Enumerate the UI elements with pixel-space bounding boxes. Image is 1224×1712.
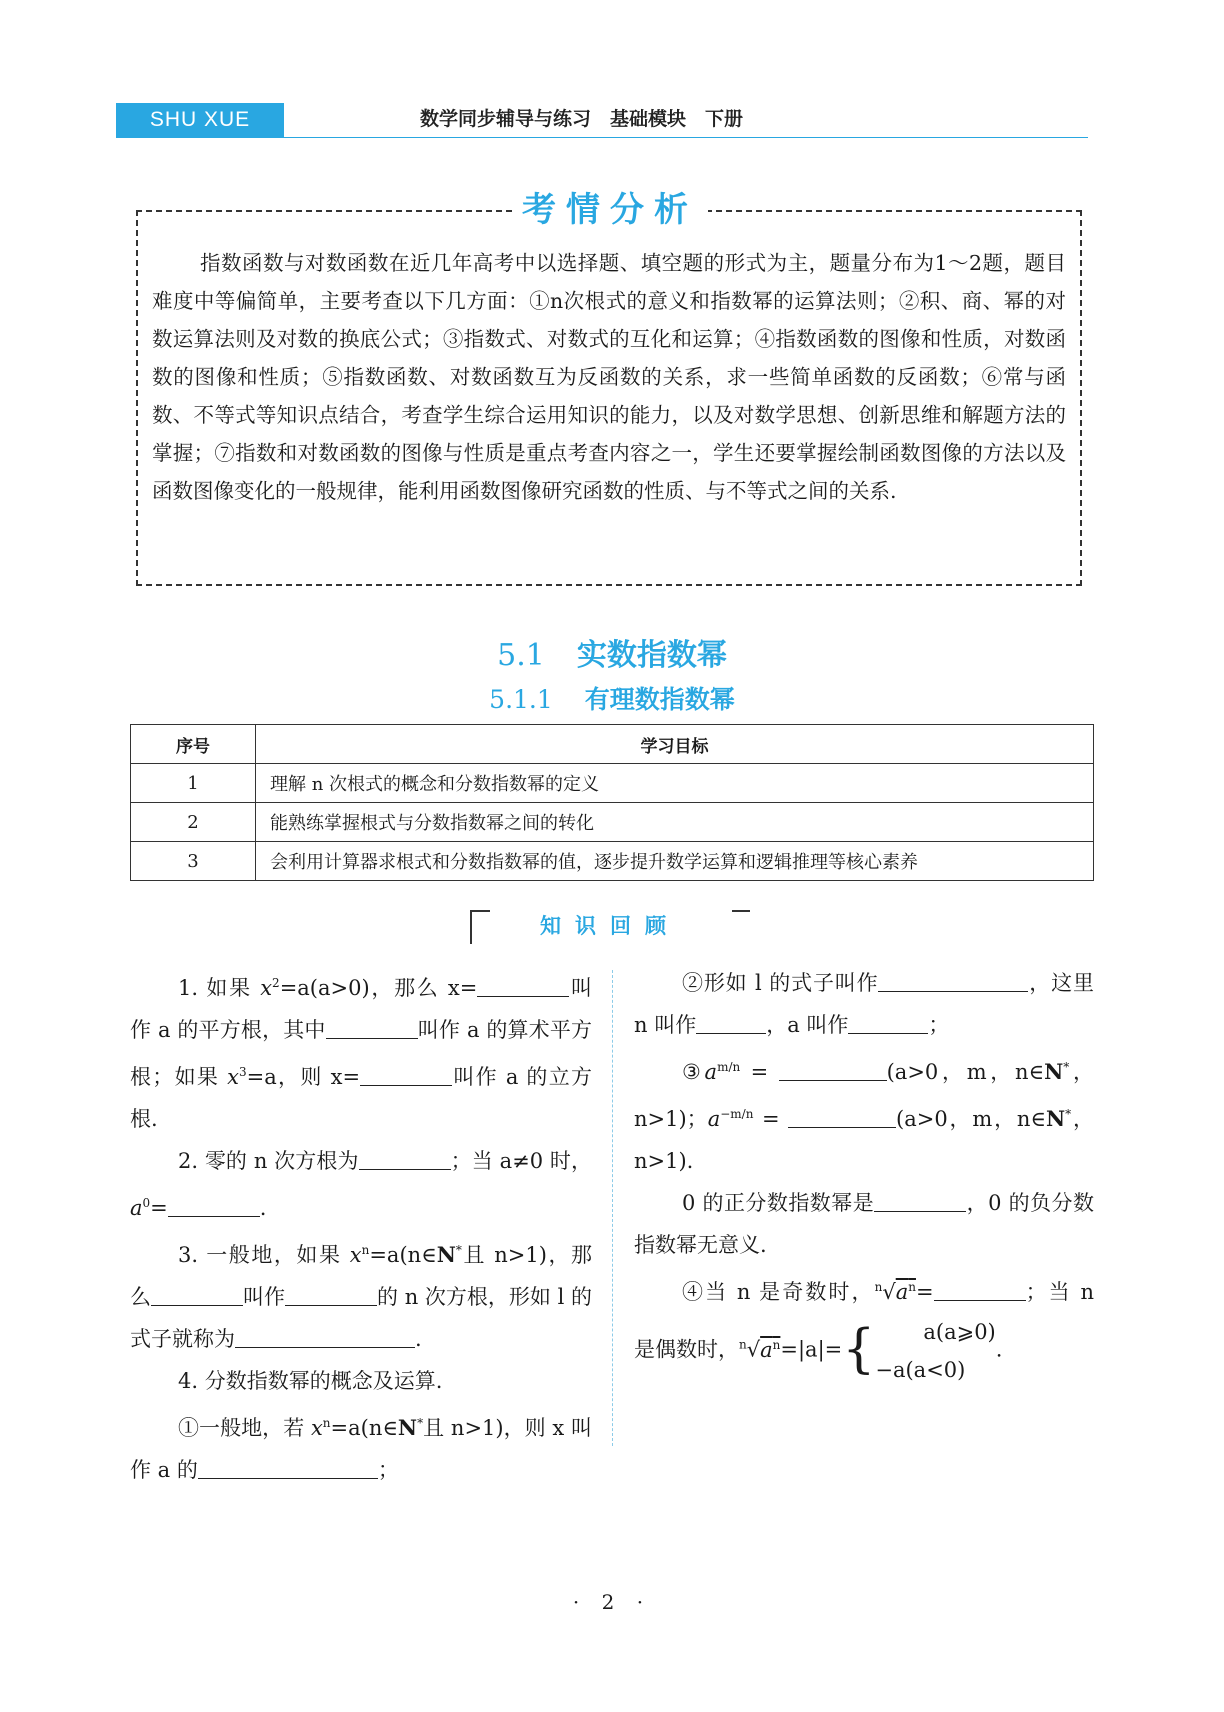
question-4-part-4: ④当 n 是奇数时，$^n√a^n=$ ；当 n 是偶数时，$^n√a^n=|a|=${ a(a⩾0) −a(a<0). (634, 1266, 1094, 1389)
row-index: 1 (131, 764, 256, 803)
section-heading (0, 630, 1224, 674)
page-number: · 2 · (572, 1590, 652, 1614)
table-row (131, 803, 1094, 842)
analysis-text: 指数函数与对数函数在近几年高考中以选择题、填空题的形式为主，题量分布为1～2题，题目难度中等偏简单，主要考查以下几方面：①n次根式的意义和指数幂的运算法则；②积、商、幂的对数运算法则及对数的换底公式；③指数式、对数式的互化和运算；④指数函数的图像和性质，对数函数的图像和性质；⑤指数函数、对数函数互为反函数的关系，求一些简单函数的反函数；⑥常与函数、不等式等知识点结合，考查学生综合运用知识的能力，以及对数学思想、创新思维和解题方法的掌握；⑦指数和对数函数的图像与性质是重点考查内容之一，学生还要掌握绘制函数图像的方法以及函数图像变化的一般规律，能利用函数图像研究函数的性质、与不等式之间的关系. (152, 251, 1066, 503)
section-title: 实数指数幂 (576, 638, 727, 673)
answer-blank[interactable] (696, 1007, 766, 1034)
question-2: 2. 零的 n 次方根为 ；当 a≠0 时，$a^0=$ . (130, 1140, 592, 1229)
answer-blank[interactable] (360, 1059, 452, 1086)
row-goal: 会利用计算器求根式和分数指数幂的值，逐步提升数学运算和逻辑推理等核心素养 (256, 842, 1094, 881)
answer-blank[interactable] (285, 1279, 377, 1306)
subject-tab: SHU XUE (116, 103, 284, 137)
question-1: 1. 如果 $x^2=a(a>0)$，那么 x= 叫作 a 的平方根，其中 叫作 a 的算术平方根；如果 $x^3=a$，则 x= 叫作 a 的立方根. (130, 962, 592, 1140)
question-4-part-1: ①一般地，若 $x^n=a(n\in N^*$且 n>1)，则 x 叫作 a 的 ； (130, 1415, 592, 1482)
section-number: 5.1 (497, 638, 545, 673)
answer-blank[interactable] (359, 1143, 451, 1170)
column-divider (612, 970, 613, 1446)
subsection-number: 5.1.1 (489, 685, 553, 714)
learning-goals-table (130, 724, 1094, 881)
question-4-title: 4. 分数指数幂的概念及运算. (178, 1369, 443, 1393)
question-3: 3. 一般地，如果 $x^n=a(n\in N^*$且 n>1)，那么 叫作 的 n 次方根，形如 l 的式子就称为 . (130, 1242, 593, 1351)
header-rule (116, 137, 1088, 138)
answer-blank[interactable] (878, 965, 1028, 992)
answer-blank[interactable] (874, 1185, 966, 1212)
answer-blank[interactable] (168, 1190, 260, 1217)
review-left-column (130, 962, 592, 1491)
subsection-title: 有理数指数幂 (584, 685, 735, 714)
row-index: 2 (131, 803, 256, 842)
table-row (131, 764, 1094, 803)
analysis-title: 考情分析 (512, 185, 708, 235)
review-right-column (634, 962, 1094, 1389)
answer-blank[interactable] (934, 1274, 1026, 1301)
question-4-part-2: ②形如 l 的式子叫作 ，这里 n 叫作 ，a 叫作 ； (634, 962, 1094, 1046)
answer-blank[interactable] (151, 1279, 243, 1306)
review-title: 知识回顾 (540, 914, 680, 938)
subsection-heading (0, 680, 1224, 716)
answer-blank[interactable] (788, 1101, 896, 1128)
answer-blank[interactable] (848, 1007, 928, 1034)
row-goal: 能熟练掌握根式与分数指数幂之间的转化 (256, 803, 1094, 842)
brace-icon: { (842, 1319, 876, 1380)
zero-power-note: 0 的正分数指数幂是 ，0 的负分数指数幂无意义. (634, 1182, 1094, 1266)
table-header-row (131, 725, 1094, 764)
answer-blank[interactable] (779, 1054, 887, 1081)
book-title: 数学同步辅导与练习 基础模块 下册 (420, 109, 744, 130)
question-4-part-3: $③a^{m/n} = (a>0$，m，n∈N*，n>1)；$a^{-m/n} = (a>0$，m，n∈N*，n>1). (634, 1046, 1094, 1182)
piecewise-cases: a(a⩾0) −a(a<0) (875, 1320, 996, 1382)
answer-blank[interactable] (477, 970, 569, 997)
row-index: 3 (131, 842, 256, 881)
table-row (131, 842, 1094, 881)
answer-blank[interactable] (326, 1012, 418, 1039)
header-goal: 学习目标 (256, 725, 1094, 764)
review-heading (470, 908, 750, 944)
answer-blank[interactable] (235, 1321, 415, 1348)
header-index: 序号 (131, 725, 256, 764)
answer-blank[interactable] (198, 1452, 378, 1479)
row-goal: 理解 n 次根式的概念和分数指数幂的定义 (256, 764, 1094, 803)
